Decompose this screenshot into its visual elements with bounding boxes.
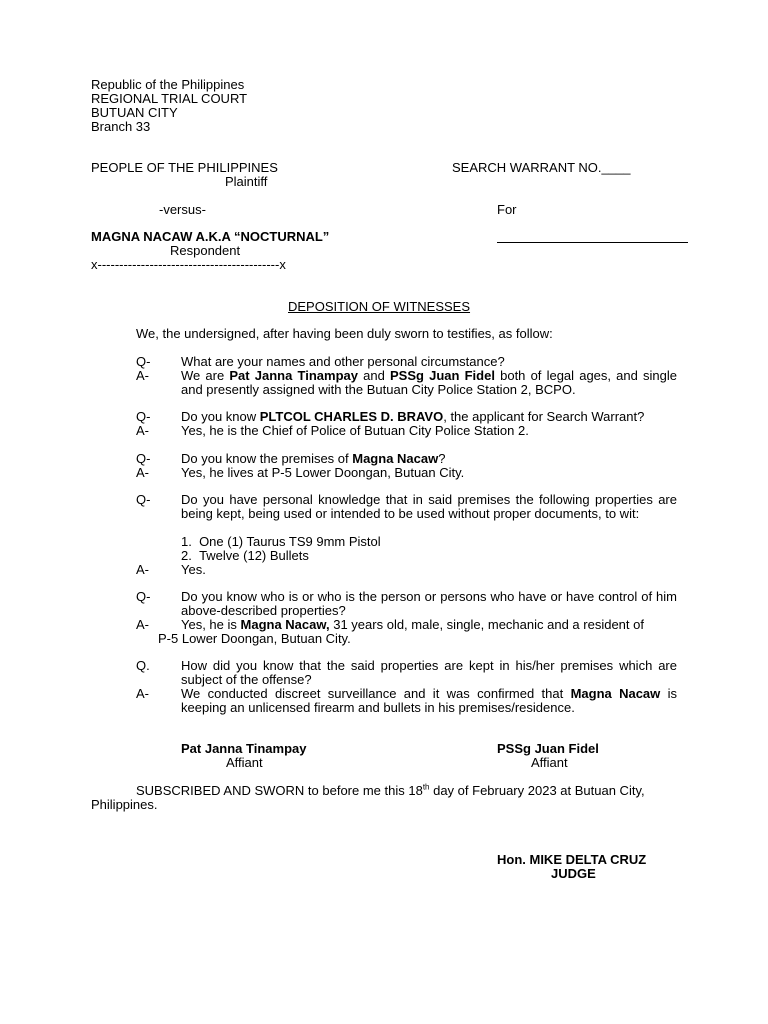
q6-marker: Q. [136,658,150,673]
q1-marker: Q- [136,354,151,369]
a2-marker: A- [136,423,149,438]
header-branch: Branch 33 [91,119,151,134]
q5-text: Do you know who is or who is the person or persons who have or have control of him above-described properties? [181,589,677,618]
a3-marker: A- [136,465,149,480]
plaintiff-role: Plaintiff [225,174,268,189]
property-item-2: 2. Twelve (12) Bullets [181,548,309,563]
a2-text: Yes, he is the Chief of Police of Butuan City Police Station 2. [181,423,529,438]
a5-text-line-2: P-5 Lower Doongan, Butuan City. [158,631,351,646]
search-warrant-number: SEARCH WARRANT NO.____ [452,160,631,175]
jurat-day-suffix: th [422,782,430,792]
q3-marker: Q- [136,451,151,466]
plaintiff-name: PEOPLE OF THE PHILIPPINES [91,160,278,175]
document-title: DEPOSITION OF WITNESSES [288,299,471,314]
jurat-text: SUBSCRIBED AND SWORN to before me this 18th day of February 2023 at Butuan City, [136,782,645,798]
q2-name: PLTCOL CHARLES D. BRAVO [259,409,444,424]
respondent-role: Respondent [170,243,241,258]
a1-name-1: Pat Janna Tinampay [229,368,358,383]
a4-text: Yes. [181,562,206,577]
header-court: REGIONAL TRIAL COURT [91,91,248,106]
a6-text: We conducted discreet surveillance and it was confirmed that Magna Nacaw is keeping an unlicensed firearm and bullets in his premises/residence. [181,686,677,715]
affiant-2-role: Affiant [531,755,568,770]
a1-name-2: PSSg Juan Fidel [389,368,495,383]
q2-text: Do you know PLTCOL CHARLES D. BRAVO, the applicant for Search Warrant? [181,409,645,424]
affiant-1-role: Affiant [226,755,263,770]
for-label: For [497,202,517,217]
header-city: BUTUAN CITY [91,105,178,120]
q4-text: Do you have personal knowledge that in said premises the following properties are being kept, being used or intended to be used without proper documents, to wit: [181,492,677,521]
versus-label: -versus- [159,202,206,217]
affiant-1-name: Pat Janna Tinampay [181,741,307,756]
jurat-text-line-2: Philippines. [91,797,158,812]
judge-name: Hon. MIKE DELTA CRUZ [497,852,647,867]
intro-text: We, the undersigned, after having been duly sworn to testifies, as follow: [136,326,553,341]
property-item-1: 1. One (1) Taurus TS9 9mm Pistol [181,534,381,549]
q1-text: What are your names and other personal circumstance? [181,354,505,369]
a1-text: We are Pat Janna Tinampay and PSSg Juan Fidel both of legal ages, and single and presently assigned with the Butuan City Police Station 2, BCPO. [181,368,677,397]
a5-marker: A- [136,617,149,632]
caption-separator: x------------------------------------------x [91,257,286,272]
q5-marker: Q- [136,589,151,604]
header-republic: Republic of the Philippines [91,77,245,92]
q6-text: How did you know that the said properties are kept in his/her premises which are subject of the offense? [181,658,677,687]
q4-marker: Q- [136,492,151,507]
a5-text: Yes, he is Magna Nacaw, 31 years old, male, single, mechanic and a resident of [181,617,644,632]
affiant-2-name: PSSg Juan Fidel [497,741,599,756]
a4-marker: A- [136,562,149,577]
a3-text: Yes, he lives at P-5 Lower Doongan, Butuan City. [181,465,465,480]
respondent-name: MAGNA NACAW A.K.A “NOCTURNAL” [91,229,330,244]
a1-marker: A- [136,368,149,383]
q2-marker: Q- [136,409,151,424]
a6-marker: A- [136,686,149,701]
q3-name: Magna Nacaw [352,451,439,466]
judge-title: JUDGE [551,866,596,881]
a6-name: Magna Nacaw [570,686,661,701]
a5-name: Magna Nacaw, [240,617,330,632]
for-blank-line [497,242,688,243]
q3-text: Do you know the premises of Magna Nacaw? [181,451,446,466]
